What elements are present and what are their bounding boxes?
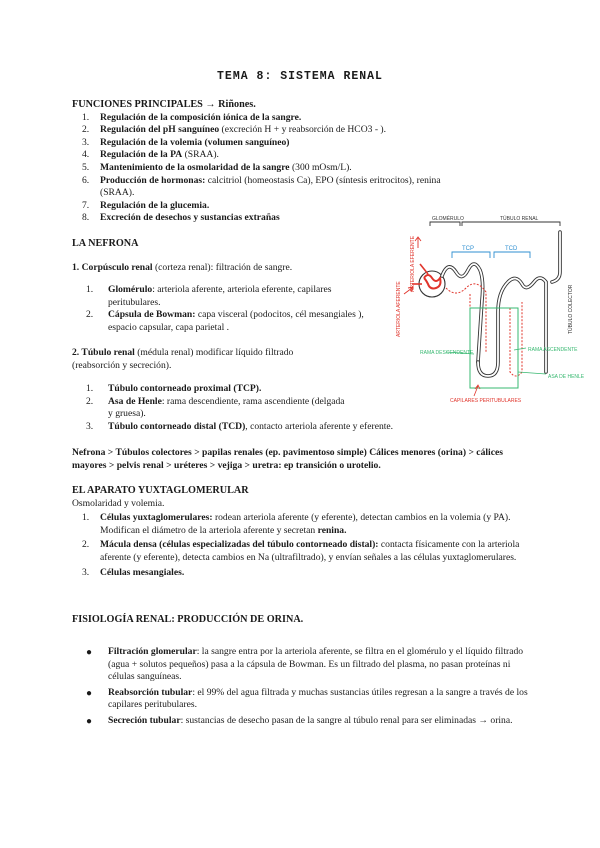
corpusculo-list (72, 284, 372, 334)
yuxta-item: 1. Células yuxtaglomerulares: rodean arteriola aferente (y eferente), detectan cambios en la volemia (y PA). Modifican el diámetro de la arteriola aferente y secretan renina. (82, 512, 511, 536)
funciones-item: 6. Producción de hormonas: calcitriol (homeostasis Ca), EPO (síntesis eritrocitos), renina (SRAA). (82, 174, 441, 199)
funciones-item: 2. Regulación del pH sanguíneo (excreción H + y reabsorción de HCO3 - ). (82, 124, 387, 136)
yuxta-heading: EL APARATO YUXTAGLOMERULAR (72, 485, 249, 496)
funciones-item: 4. Regulación de la PA (SRAA). (82, 149, 219, 161)
yuxta-list (72, 512, 532, 579)
label-glomerulo: GLOMÉRULO (432, 216, 464, 222)
yuxta-item: 3. Células mesangiales. (82, 566, 185, 578)
funciones-section (72, 99, 452, 225)
nefrona-heading: LA NEFRONA (72, 238, 139, 249)
bullet-dot-icon: ● (86, 687, 93, 699)
fisio-list (72, 646, 532, 731)
yuxta-section (72, 485, 532, 579)
bullet-dot-icon: ● (86, 715, 93, 727)
fisio-item: ● Reabsorción tubular: el 99% del agua filtrada y muchas sustancias útiles regresan a la sangre a través de los capilares peritubulares. (86, 686, 528, 711)
corpusculo-item: 1. Glomérulo: arteriola aferente, arteriola eferente, capilares peritubulares. (86, 284, 332, 308)
funciones-list (72, 112, 452, 225)
funciones-item: 5. Mantenimiento de la osmolaridad de la sangre (300 mOsm/L). (82, 161, 352, 173)
page-title: TEMA 8: SISTEMA RENAL (217, 70, 383, 83)
fisio-item: ● Secreción tubular: sustancias de desecho pasan de la sangre al túbulo renal para ser eliminadas → orina. (86, 714, 513, 727)
label-arteriola-aferente: ARTERIOLA AFERENTE (396, 281, 402, 337)
funciones-heading: FUNCIONES PRINCIPALES → Riñones. (72, 99, 256, 110)
label-tcd: TCD (505, 246, 518, 252)
yuxta-item: 2. Mácula densa (células especializadas del túbulo contorneado distal): contacta físicamente con la arteriola aferente (y eferente), detecta cambios en Na (ultrafiltrado), y envían señales a las células yuxtaglomerulares. (82, 539, 520, 563)
tubulo-line: 2. Túbulo renal (médula renal) modificar líquido filtrado (reabsorción y secreción). (72, 347, 294, 371)
corpusculo-line: 1. Corpúsculo renal (corteza renal): filtración de sangre. (72, 262, 293, 273)
glomerulo-drawing (412, 264, 445, 297)
yuxta-sub: Osmolaridad y volemia. (72, 497, 165, 509)
fisio-item: ● Filtración glomerular: la sangre entra por la arteriola aferente, se filtra en el glomérulo y el líquido filtrado (agua + solutos pequeños) pasa a la cápsula de Bowman. Es un filtrado del plasma, no pasan proteínas ni células sanguíneas. (86, 646, 524, 683)
label-tubulo-renal: TÚBULO RENAL (500, 216, 539, 222)
funciones-item: 7. Regulación de la glucemia. (82, 199, 210, 211)
nefrona-pathway: Nefrona > Túbulos colectores > papilas renales (ep. pavimentoso simple) Cálices menores (orina) > cálices mayores > pelvis renal > uréteres > vejiga > uretra: ep transición o urotelio. (72, 447, 503, 471)
label-capilares: CAPILARES PERITUBULARES (450, 398, 522, 404)
label-rama-ascendente: RAMA ASCENDENTE (528, 347, 578, 353)
tubulo-item: 3. Túbulo contorneado distal (TCD), contacto arteriola aferente y eferente. (86, 420, 394, 432)
funciones-item: 8. Excreción de desechos y sustancias extrañas (82, 212, 280, 224)
funciones-item: 1. Regulación de la composición iónica de la sangre. (82, 111, 302, 123)
corpusculo-item: 2. Cápsula de Bowman: capa visceral (podocitos, cél mesangiales ), espacio capsular, capa parietal . (86, 309, 364, 333)
label-tcp: TCP (462, 246, 474, 252)
funciones-item: 3. Regulación de la volemia (volumen sanguíneo) (82, 136, 290, 148)
tubulo-item: 2. Asa de Henle: rama descendiente, rama ascendiente (delgada y gruesa). (86, 395, 345, 420)
label-asa-henle: ASA DE HENLE (548, 374, 585, 380)
label-rama-descendente: RAMA DESCENDENTE (420, 350, 474, 356)
tubulo-item: 1. Túbulo contorneado proximal (TCP). (86, 383, 262, 394)
bullet-dot-icon: ● (86, 647, 93, 658)
nephron-diagram (390, 212, 590, 412)
fisio-heading: FISIOLOGÍA RENAL: PRODUCCIÓN DE ORINA. (72, 614, 304, 625)
label-arteriola-eferente: ARTERIOLA EFERENTE (410, 235, 416, 292)
label-tubulo-colector: TÚBULO COLECTOR (568, 284, 574, 334)
